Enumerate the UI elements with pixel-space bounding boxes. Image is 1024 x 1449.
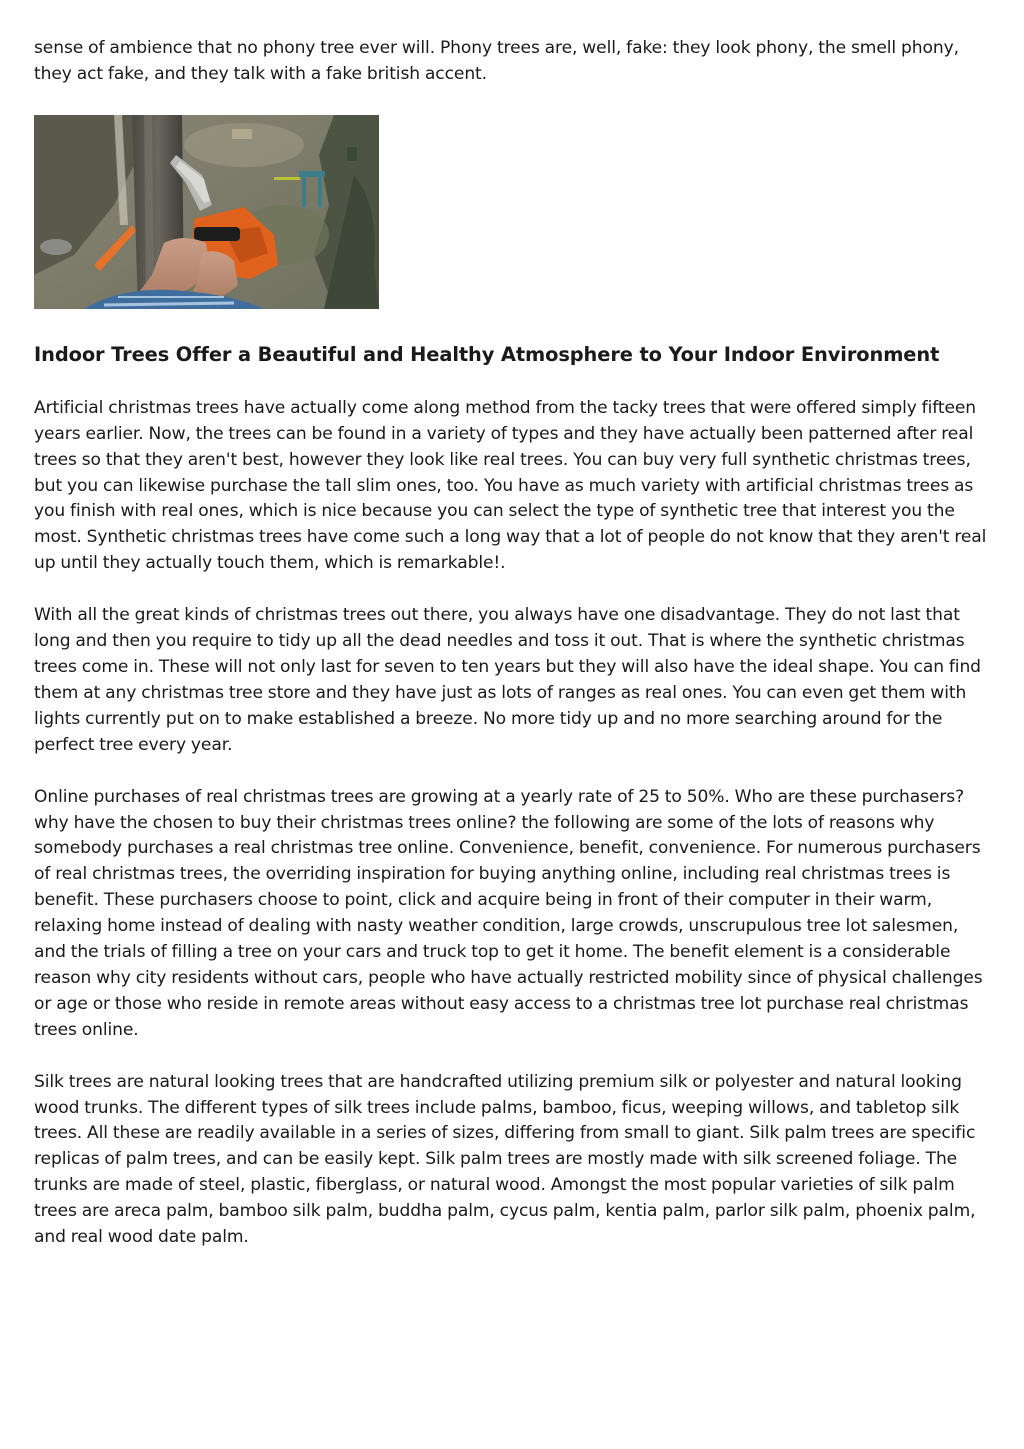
paragraph-4: Silk trees are natural looking trees that are handcrafted utilizing premium silk or polyester and natural looking wood trunks. The different types of silk trees include palms, bamboo, ficus, weeping willows, and tabletop silk trees. All these are readily available in a series of sizes, differing from small to giant. Silk palm trees are specific replicas of palm trees, and can be easily kept. Silk palm trees are mostly made with silk screened foliage. The trunks are made of steel, plastic, fiberglass, or natural wood. Amongst the most popular varieties of silk palm trees are areca palm, bamboo silk palm, buddha palm, cycus palm, kentia palm, parlor silk palm, phoenix palm, and real wood date palm.: [34, 1071, 976, 1248]
paragraph-1: Artificial christmas trees have actually come along method from the tacky trees that were offered simply fifteen years earlier. Now, the trees can be found in a variety of types and they have actually been patterned after real trees so that they aren't best, however they look like real trees. You can buy very full synthetic christmas trees, but you can likewise purchase the tall slim ones, too. You have as much variety with artificial christmas trees as you finish with real ones, which is nice because you can select the type of synthetic tree that interest you the most. Synthetic christmas trees have come such a long way that a lot of people do not know that they aren't real up until they actually touch them, which is remarkable!.: [34, 397, 987, 574]
intro-paragraph: sense of ambience that no phony tree ever will. Phony trees are, well, fake: they look phony, the smell phony, they act fake, and they talk with a fake british accent.: [34, 38, 959, 84]
section-heading: Indoor Trees Offer a Beautiful and Healthy Atmosphere to Your Indoor Environment: [34, 342, 940, 366]
article: [34, 36, 992, 1277]
paragraph-3: Online purchases of real christmas trees are growing at a yearly rate of 25 to 50%. Who are these purchasers? why have the chosen to buy their christmas trees online? the following are some of the lots of reasons why somebody purchases a real christmas tree online. Convenience, benefit, convenience. For numerous purchasers of real christmas trees, the overriding inspiration for buying anything online, including real christmas trees is benefit. These purchasers choose to point, click and acquire being in front of their computer in their warm, relaxing home instead of dealing with nasty weather condition, large crowds, unscrupulous tree lot salesmen, and the trials of filling a tree on your cars and truck top to get it home. The benefit element is a considerable reason why city residents without cars, people who have actually restricted mobility since of physical challenges or age or those who reside in remote areas without easy access to a christmas tree lot purchase real christmas trees online.: [34, 786, 983, 1040]
paragraph-2: With all the great kinds of christmas trees out there, you always have one disadvantage. They do not last that long and then you require to tidy up all the dead needles and toss it out. That is where the synthetic christmas trees come in. These will not only last for seven to ten years but they will also have the ideal shape. You can find them at any christmas tree store and they have just as lots of ranges as real ones. You can even get them with lights currently put on to make established a breeze. No more tidy up and no more searching around for the perfect tree every year.: [34, 605, 981, 755]
article-photo: [34, 115, 379, 309]
